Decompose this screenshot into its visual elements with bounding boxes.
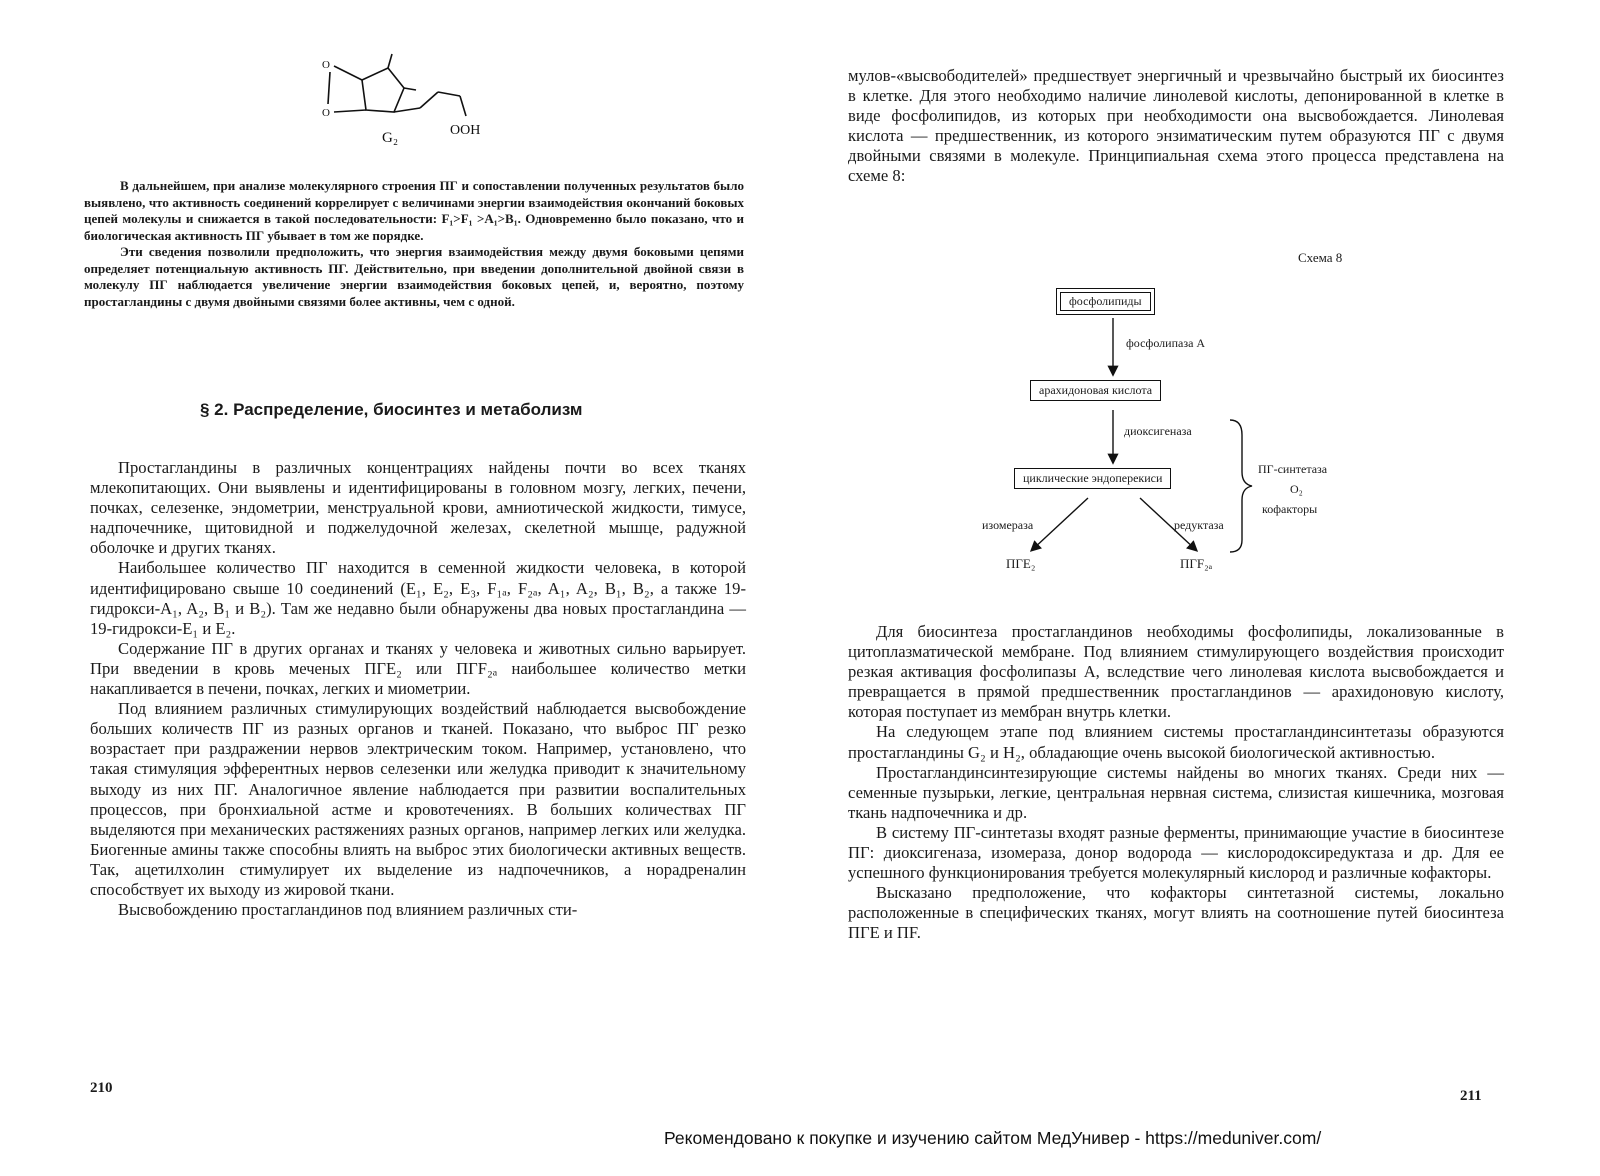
small-text-block xyxy=(84,178,744,310)
small-paragraph: Эти сведения позволили предположить, что энергия взаимодействия между двумя боковыми цепями определяет потенциальную активность ПГ. Действительно, при введении дополнительной двойной связи в молекулу ПГ наблюдается увеличение энергии взаимодействия боковых цепей, и, вероятно, поэтому простагландины с двумя двойными связями более активны, чем с одной. xyxy=(84,244,744,309)
svg-text:O: O xyxy=(322,59,330,71)
right-top-text xyxy=(848,66,1504,187)
footer-recommendation: Рекомендовано к покупке и изучению сайтом МедУнивер - https://meduniver.com/ xyxy=(664,1128,1322,1148)
section-title: § 2. Распределение, биосинтез и метаболизм xyxy=(200,400,583,419)
page-number-left: 210 xyxy=(90,1080,113,1096)
left-body-text xyxy=(90,458,746,920)
enzyme-dioxygenase: диоксигеназа xyxy=(1124,424,1192,438)
paragraph: На следующем этапе под влиянием системы простагландинсинтетазы образуются простагландины G₂ и H₂, обладающие очень высокой биологической активностью. xyxy=(848,722,1504,762)
paragraph: Под влиянием различных стимулирующих воздействий наблюдается высвобождение больших количеств ПГ из разных органов и тканей. Показано, что выброс ПГ резко возрастает при раздражении нервов электрическим током. Например, установлено, что такая стимуляция эфферентных нервов селезенки или желудка приводит к значительному выходу из них ПГ. Аналогичное явление наблюдается при развитии воспалительных процессов, при бронхиальной астме и кровотечениях. В больших количествах ПГ выделяются при механических растяжениях разных органов, например легких или желудка. Биогенные амины также способны влиять на выброс этих биологически активных веществ. Так, ацетилхолин стимулирует их выделение из надпочечников, а норадреналин способствует их выходу из жировой ткани. xyxy=(90,699,746,899)
enzyme-isomerase: изомераза xyxy=(982,518,1034,532)
brace-label-synthetase: ПГ-синтетаза xyxy=(1258,462,1328,476)
paragraph: Простагландинсинтезирующие системы найдены во многих тканях. Среди них — семенные пузырьки, легкие, центральная нервная система, слизистая кишечника, мозговая ткань надпочечника и др. xyxy=(848,762,1504,822)
right-page xyxy=(800,0,1600,1140)
brace-label-oxygen: O₂ xyxy=(1290,482,1303,496)
structure-label: G₂ xyxy=(382,130,399,146)
enzyme-reductase: редуктаза xyxy=(1174,518,1224,532)
structure-ooh: OOH xyxy=(450,123,481,138)
enzyme-phospholipase: фосфолипаза А xyxy=(1126,336,1206,350)
paragraph: Содержание ПГ в других органах и тканях у человека и животных сильно варьирует. При введении в кровь меченых ПГE₂ или ПГF₂ₐ наибольшее количество метки накапливается в печени, почках, легких и миометрии. xyxy=(90,638,746,699)
product-pgf2a: ПГF₂ₐ xyxy=(1180,556,1213,571)
paragraph: Простагландины в различных концентрациях найдены почти во всех тканях млекопитающих. Они выявлены и идентифицированы в головном мозгу, легких, печени, почках, селезенке, эндометрии, менструальной крови, амниотической жидкости, тимусе, надпочечнике, щитовидной и поджелудочной железах, скелетной мышце, радужной оболочке и других тканях. xyxy=(90,458,746,558)
scheme-label: Схема 8 xyxy=(1298,250,1343,265)
paragraph: Для биосинтеза простагландинов необходимы фосфолипиды, локализованные в цитоплазматической мембране. Под влиянием стимулирующего воздействия происходит резкая активация фосфолипазы А, вследствие чего линолевая кислота высвобождается и превращается в прямой предшественник простагландинов — арахидоновую кислоту, которая поступает из мембран внутрь клетки. xyxy=(848,622,1504,722)
box-phospholipids: фосфолипиды xyxy=(1056,288,1155,315)
paragraph: Высвобождению простагландинов под влиянием различных сти- xyxy=(118,900,578,920)
paragraph: Наибольшее количество ПГ находится в семенной жидкости человека, в которой идентифицировано свыше 10 соединений (E₁, E₂, E₃, F₁ₐ, F₂ₐ, A₁, A₂, B₁, B₂, а также 19-гидрокси-A₁, A₂, B₁ и B₂). Там же недавно были обнаружены два новых простагландина — 19-гидрокси-E₁ и E₂. xyxy=(90,558,746,638)
small-paragraph: В дальнейшем, при анализе молекулярного строения ПГ и сопоставлении полученных результатов было выявлено, что активность соединений коррелирует с величинами энергии взаимодействия окончаний боковых цепей молекулы и снижается в такой последовательности: F₁>F₁ >A₁>B₁. Одновременно было показано, что и биологическая активность ПГ убывает в том же порядке. xyxy=(84,178,744,243)
paragraph: мулов-«высвободителей» предшествует энергичный и чрезвычайно быстрый их биосинтез в клетке. Для этого необходимо наличие линолевой кислоты, депонированной в клетке в виде фосфолипидов, из которых при необходимости она высвобождается. Линолевая кислота — предшественник, из которого энзиматическим путем образуются ПГ с двумя двойными связями в молекуле. Принципиальная схема этого процесса представлена на схеме 8: xyxy=(848,66,1504,186)
product-pge2: ПГE₂ xyxy=(1006,556,1036,571)
box-cyclic-endoperoxides: циклические эндоперекиси xyxy=(1014,468,1171,489)
left-page xyxy=(0,0,800,1140)
brace-label-cofactors: кофакторы xyxy=(1262,502,1318,516)
box-arachidonic-acid: арахидоновая кислота xyxy=(1030,380,1161,401)
biosynthesis-scheme xyxy=(970,240,1570,590)
paragraph: В систему ПГ-синтетазы входят разные ферменты, принимающие участие в биосинтезе ПГ: диоксигеназа, изомераза, донор водорода — кислородоксиредуктаза и др. Для ее успешного функционирования требуется молекулярный кислород и различные кофакторы. xyxy=(848,822,1504,883)
paragraph: Высказано предположение, что кофакторы синтетазной системы, локально расположенные в специфических тканях, могут влиять на соотношение путей биосинтеза ПГE и ПF. xyxy=(848,883,1504,943)
prostaglandin-g2-structure xyxy=(320,42,520,152)
right-body-text xyxy=(848,622,1504,944)
page-number-right: 211 xyxy=(1460,1088,1482,1104)
svg-text:O: O xyxy=(322,107,330,119)
